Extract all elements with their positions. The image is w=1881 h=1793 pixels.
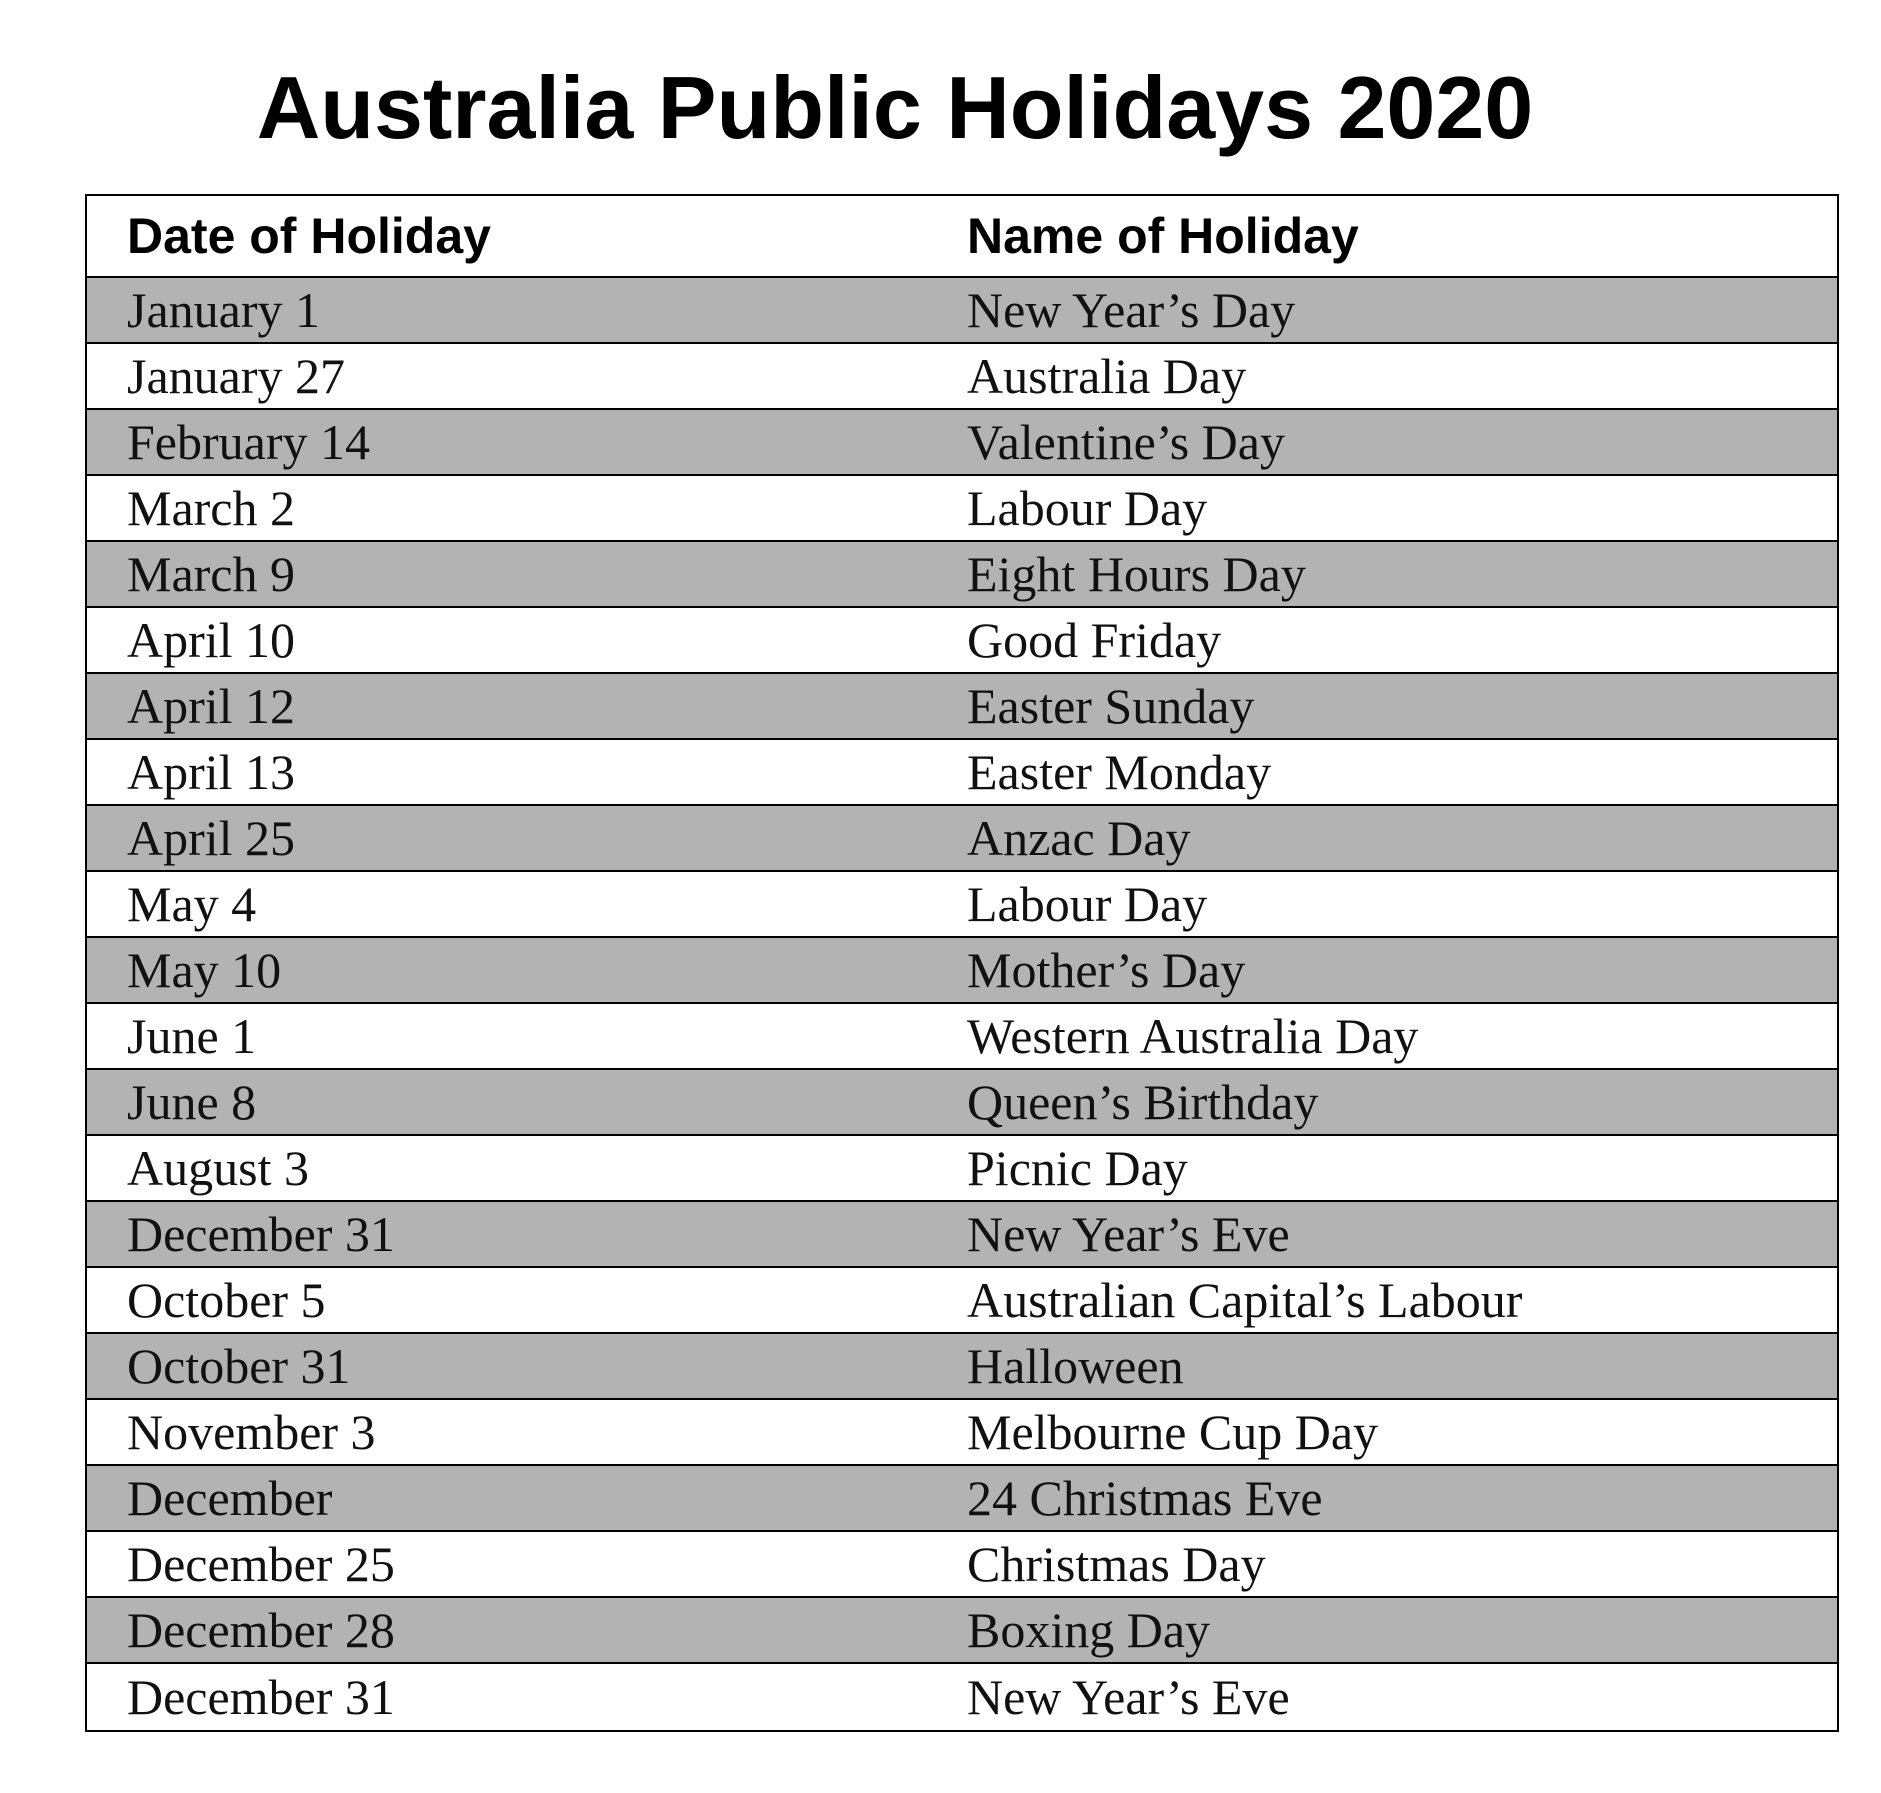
holiday-name: Labour Day	[967, 876, 1208, 932]
holiday-date: April 13	[127, 744, 296, 800]
holiday-name: Queen’s Birthday	[967, 1074, 1319, 1130]
table-header	[87, 196, 1837, 278]
table-row	[87, 1070, 1837, 1136]
holiday-name: Halloween	[967, 1338, 1184, 1394]
holiday-date: April 25	[127, 810, 296, 866]
holiday-name: Valentine’s Day	[967, 414, 1285, 470]
holiday-name: Anzac Day	[967, 810, 1191, 866]
holiday-date: April 12	[127, 678, 296, 734]
holiday-date: October 31	[127, 1338, 351, 1394]
holiday-date: December 25	[127, 1536, 395, 1592]
header-date-of-holiday: Date of Holiday	[127, 208, 491, 264]
holiday-date: February 14	[127, 414, 370, 470]
table-row	[87, 344, 1837, 410]
table-row	[87, 1004, 1837, 1070]
holiday-name: Easter Sunday	[967, 678, 1255, 734]
header-name-of-holiday: Name of Holiday	[967, 208, 1359, 264]
table-row	[87, 608, 1837, 674]
table-row	[87, 476, 1837, 542]
table-row	[87, 1466, 1837, 1532]
holiday-date: December 31	[127, 1206, 395, 1262]
holiday-name: Labour Day	[967, 480, 1208, 536]
table-row	[87, 1268, 1837, 1334]
table-row	[87, 1136, 1837, 1202]
holiday-name: Melbourne Cup Day	[967, 1404, 1379, 1460]
table-row	[87, 938, 1837, 1004]
holiday-date: November 3	[127, 1404, 376, 1460]
holiday-date: January 1	[127, 282, 320, 338]
holiday-name: Western Australia Day	[967, 1008, 1419, 1064]
holiday-date: December	[127, 1470, 333, 1526]
table-row	[87, 674, 1837, 740]
holiday-name: New Year’s Eve	[967, 1206, 1290, 1262]
holiday-date: October 5	[127, 1272, 326, 1328]
holiday-name: Australian Capital’s Labour	[967, 1272, 1523, 1328]
table-row	[87, 806, 1837, 872]
holiday-name: Eight Hours Day	[967, 546, 1306, 602]
holiday-table	[85, 194, 1839, 1732]
holiday-name: Mother’s Day	[967, 942, 1246, 998]
table-row	[87, 740, 1837, 806]
table-row	[87, 872, 1837, 938]
holiday-name: Christmas Day	[967, 1536, 1266, 1592]
holiday-date: August 3	[127, 1140, 309, 1196]
holiday-date: December 31	[127, 1669, 395, 1725]
holiday-date: June 8	[127, 1074, 257, 1130]
table-row	[87, 1664, 1837, 1730]
holiday-name: Australia Day	[967, 348, 1247, 404]
table-row	[87, 1532, 1837, 1598]
holiday-date: January 27	[127, 348, 345, 404]
holiday-name: New Year’s Eve	[967, 1669, 1290, 1725]
holiday-date: May 10	[127, 942, 282, 998]
table-row	[87, 410, 1837, 476]
table-row	[87, 1334, 1837, 1400]
holiday-date: April 10	[127, 612, 296, 668]
holiday-name: Boxing Day	[967, 1602, 1211, 1658]
holiday-date: May 4	[127, 876, 257, 932]
table-row	[87, 1202, 1837, 1268]
table-row	[87, 1400, 1837, 1466]
holiday-name: Easter Monday	[967, 744, 1272, 800]
holiday-name: Good Friday	[967, 612, 1222, 668]
holiday-name: Picnic Day	[967, 1140, 1188, 1196]
holiday-date: June 1	[127, 1008, 257, 1064]
page-title: Australia Public Holidays 2020	[256, 58, 1534, 157]
holiday-date: March 9	[127, 546, 295, 602]
holiday-date: December 28	[127, 1602, 395, 1658]
table-row	[87, 1598, 1837, 1664]
holiday-date: March 2	[127, 480, 295, 536]
table-row	[87, 278, 1837, 344]
holiday-name: New Year’s Day	[967, 282, 1296, 338]
holiday-name: 24 Christmas Eve	[967, 1470, 1323, 1526]
table-row	[87, 542, 1837, 608]
